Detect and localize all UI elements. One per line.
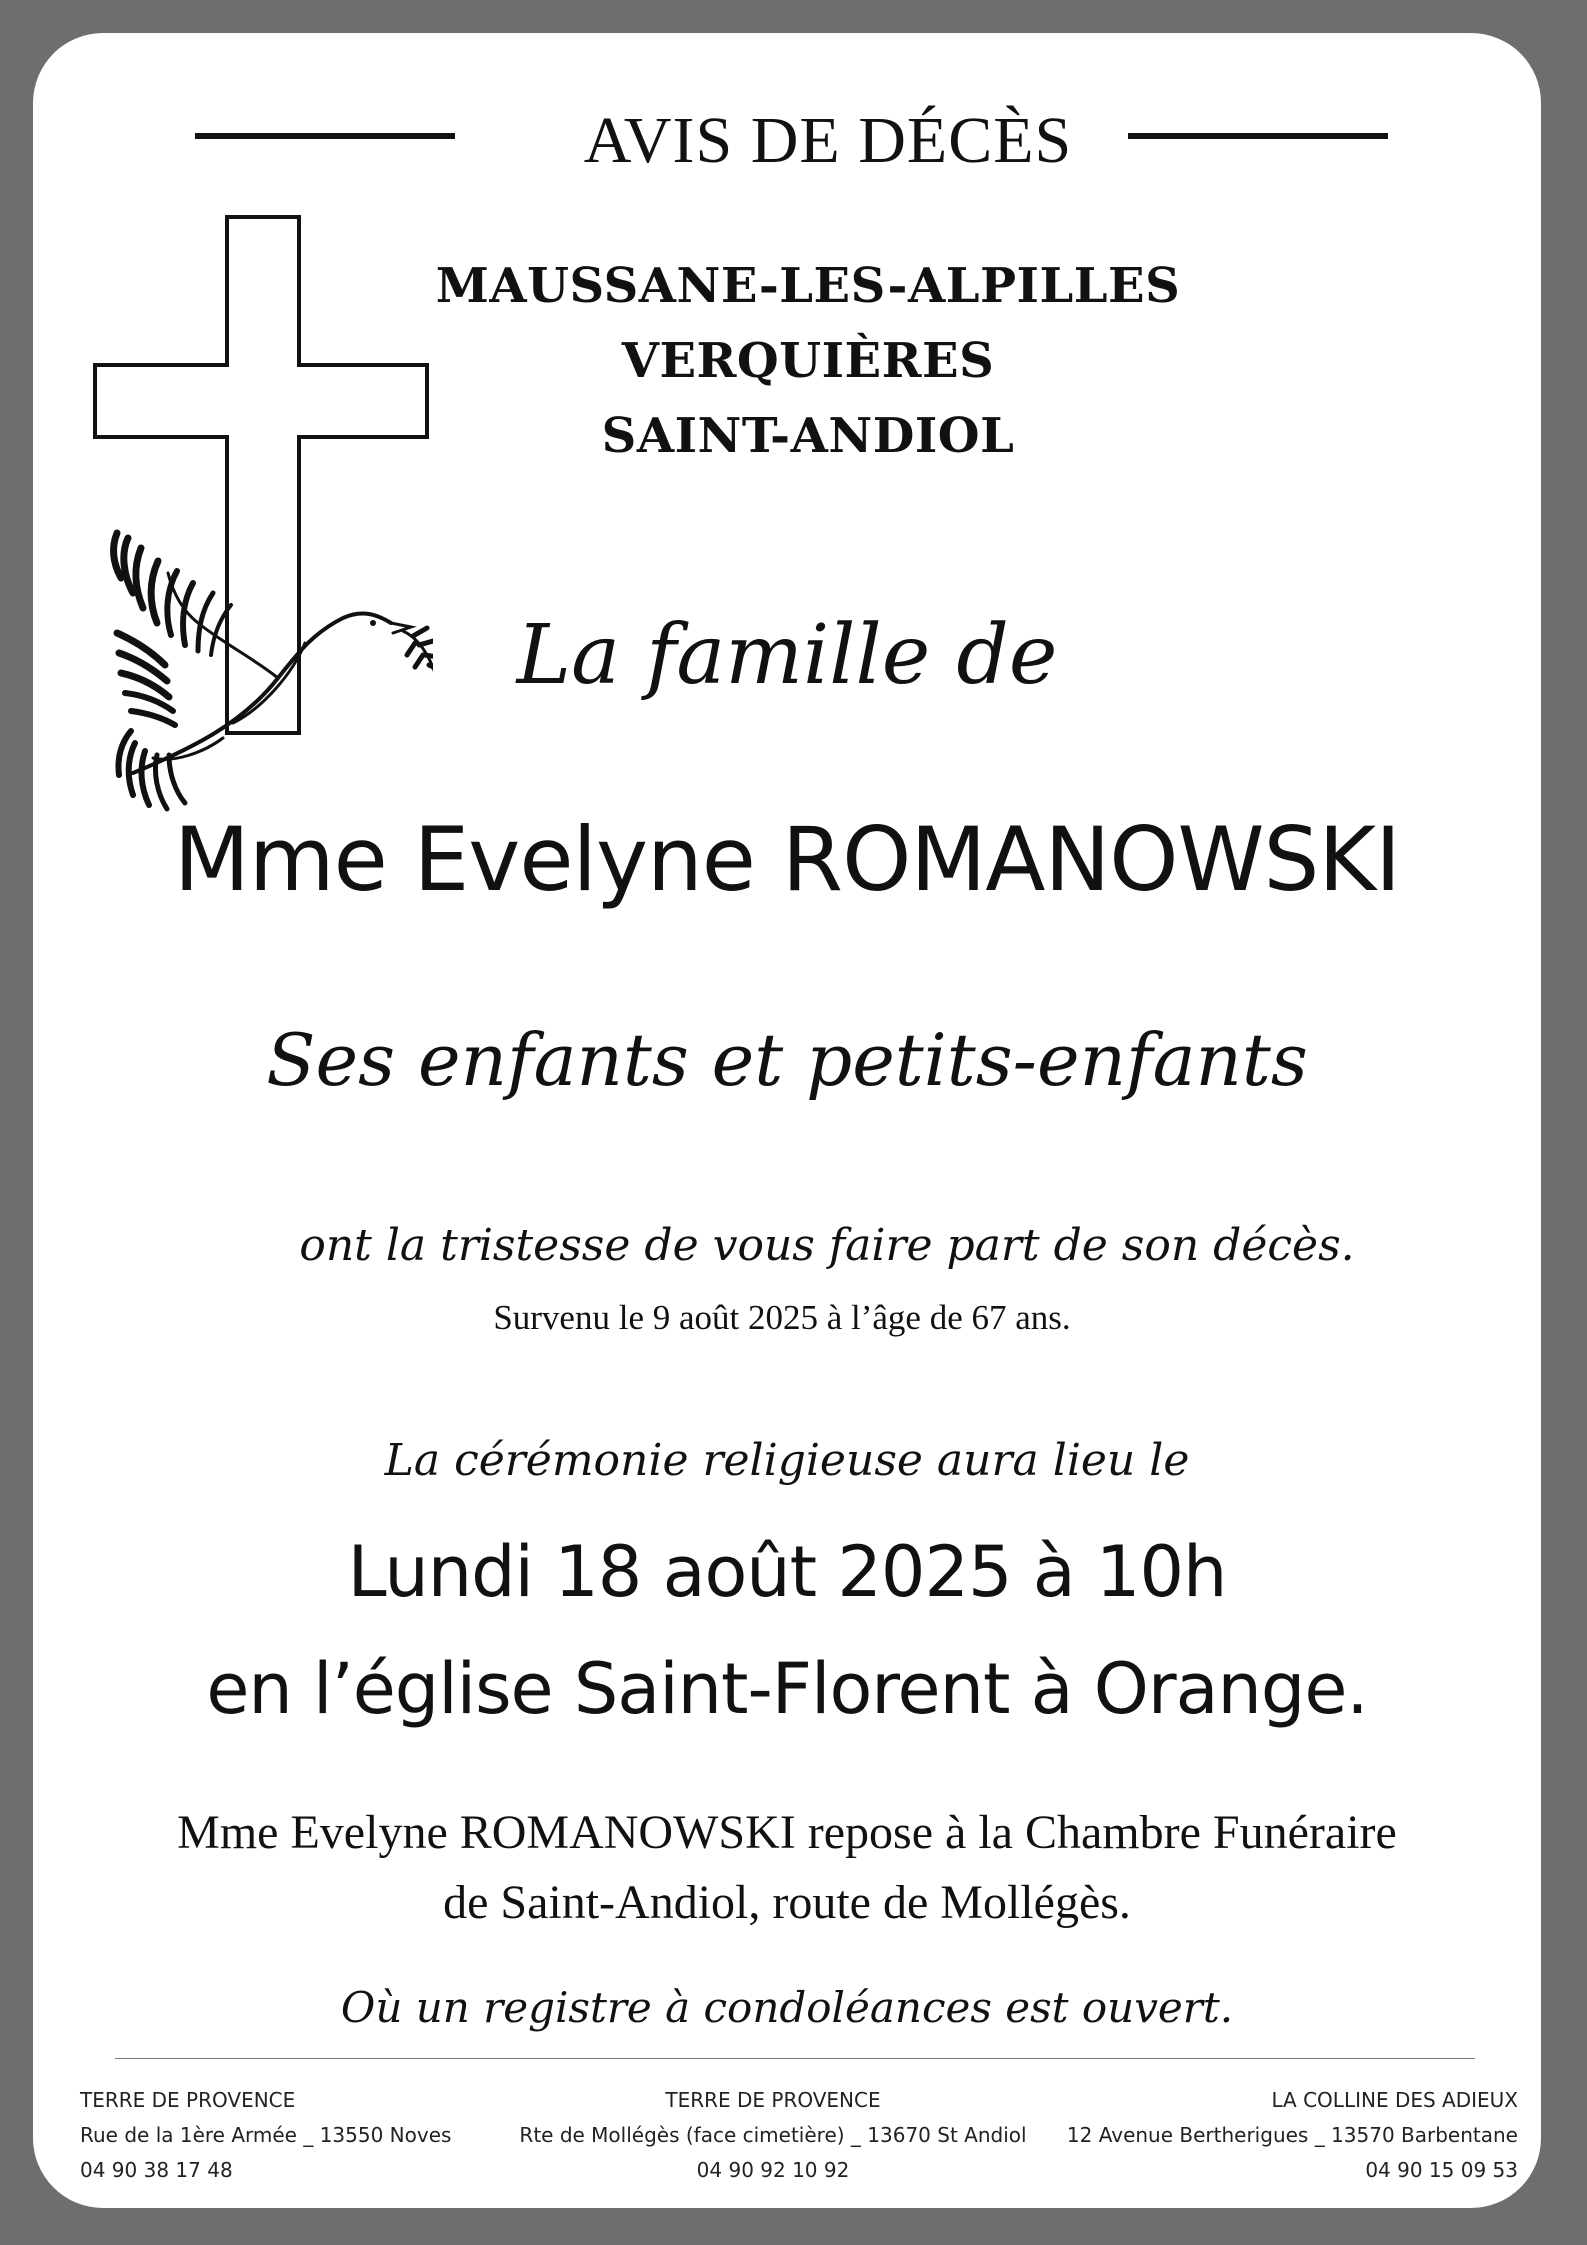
footer-contact-3: [1067, 2083, 1518, 2188]
notice-title: AVIS DE DÉCÈS: [583, 104, 1073, 177]
contact-name: TERRE DE PROVENCE: [80, 2088, 296, 2112]
ceremony-date-time: Lundi 18 août 2025 à 10h: [347, 1531, 1227, 1613]
contact-phone: 04 90 92 10 92: [696, 2158, 850, 2182]
contact-phone: 04 90 15 09 53: [1365, 2158, 1518, 2182]
ceremony-intro: La cérémonie religieuse aura lieu le: [384, 1435, 1190, 1486]
title-rule-right: [1128, 133, 1388, 139]
family-intro: La famille de: [516, 608, 1058, 703]
contact-name: TERRE DE PROVENCE: [665, 2088, 881, 2112]
relatives: Ses enfants et petits-enfants: [266, 1018, 1308, 1102]
footer-divider: [115, 2058, 1475, 2059]
town-2: VERQUIÈRES: [621, 333, 995, 389]
contact-address: Rue de la 1ère Armée _ 13550 Noves: [80, 2123, 452, 2147]
announcement: ont la tristesse de vous faire part de son décès.: [299, 1220, 1355, 1271]
death-info: Survenu le 9 août 2025 à l’âge de 67 ans.: [493, 1298, 1071, 1337]
footer-contact-2: [513, 2083, 1033, 2188]
rest-line-2: de Saint-Andiol, route de Mollégès.: [443, 1876, 1131, 1929]
footer-contact-1: [80, 2083, 451, 2188]
town-1: MAUSSANE-LES-ALPILLES: [435, 258, 1181, 314]
contact-name: LA COLLINE DES ADIEUX: [1271, 2088, 1518, 2112]
registry-note: Où un registre à condoléances est ouvert.: [340, 1983, 1234, 2032]
obituary-card: [33, 33, 1541, 2208]
title-rule-left: [195, 133, 455, 139]
contact-address: 12 Avenue Bertherigues _ 13570 Barbentane: [1066, 2123, 1518, 2147]
contact-address: Rte de Mollégès (face cimetière) _ 13670 St Andiol: [519, 2123, 1027, 2147]
contact-phone: 04 90 38 17 48: [80, 2158, 233, 2182]
ceremony-place: en l’église Saint-Florent à Orange.: [206, 1648, 1368, 1730]
town-3: SAINT-ANDIOL: [601, 408, 1015, 464]
rest-line-1: Mme Evelyne ROMANOWSKI repose à la Chambre Funéraire: [177, 1806, 1397, 1859]
deceased-name: Mme Evelyne ROMANOWSKI: [173, 808, 1401, 911]
